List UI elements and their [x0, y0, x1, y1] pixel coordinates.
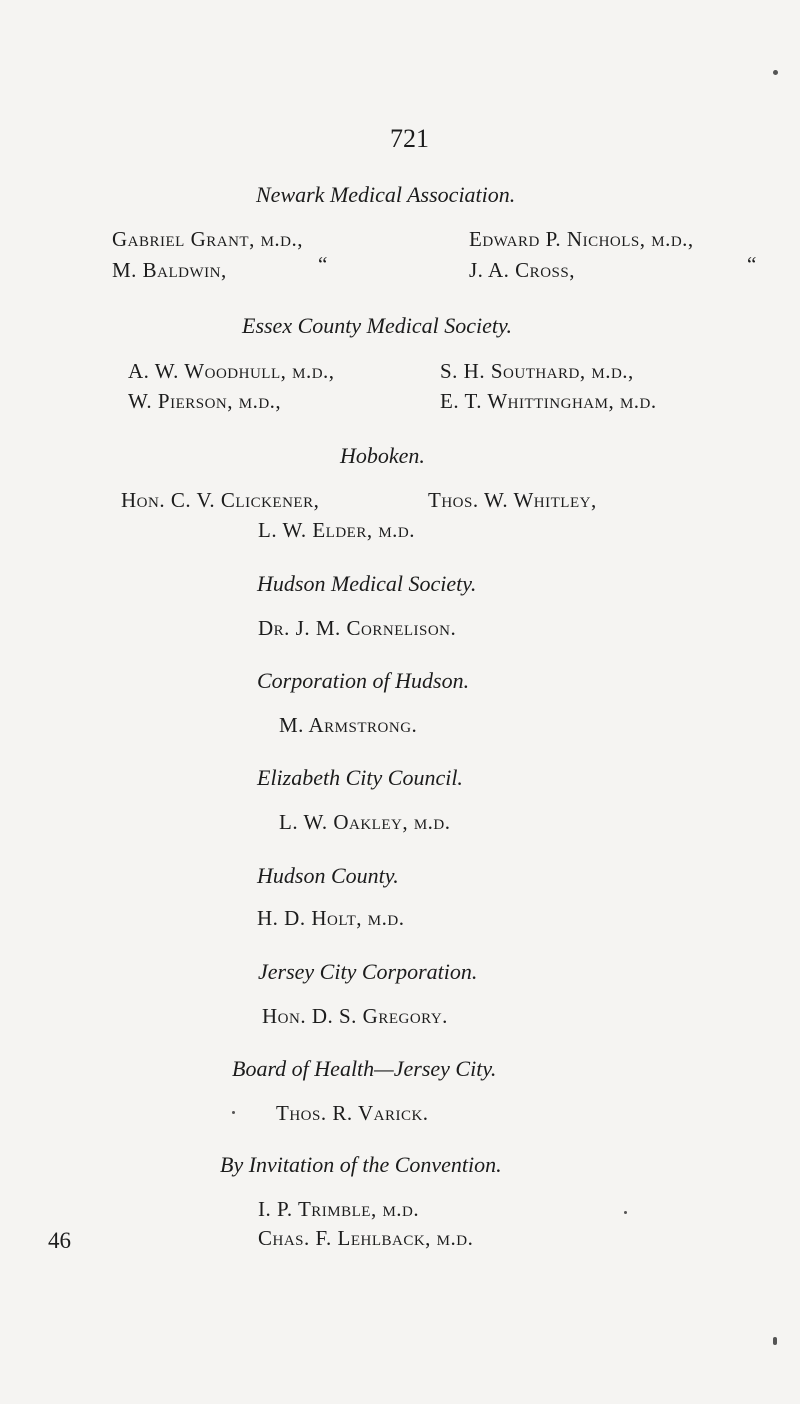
ditto-mark: “: [747, 252, 757, 276]
section-heading-essex: Essex County Medical Society.: [242, 313, 513, 338]
section-heading-hoboken: Hoboken.: [340, 443, 425, 468]
member-name: M. Armstrong.: [279, 713, 418, 737]
member-name: E. T. Whittingham, m.d.: [440, 389, 657, 413]
member-name: Hon. D. S. Gregory.: [262, 1004, 448, 1028]
page-number: 721: [390, 124, 429, 153]
scan-speck: [624, 1211, 627, 1214]
member-name: W. Pierson, m.d.,: [128, 389, 282, 413]
member-name: Thos. W. Whitley,: [428, 488, 597, 512]
member-name: Dr. J. M. Cornelison.: [258, 616, 457, 640]
member-name: Hon. C. V. Clickener,: [121, 488, 320, 512]
member-name: Chas. F. Lehlback, m.d.: [258, 1226, 474, 1250]
section-heading-corporation-hudson: Corporation of Hudson.: [257, 668, 470, 693]
member-name: H. D. Holt, m.d.: [257, 906, 405, 930]
signature-mark: 46: [48, 1228, 71, 1253]
member-name: Thos. R. Varick.: [276, 1101, 429, 1125]
section-heading-hudson-medical: Hudson Medical Society.: [257, 571, 477, 596]
section-heading-by-invitation: By Invitation of the Convention.: [220, 1152, 502, 1177]
scan-speck: [773, 70, 778, 75]
member-name: Gabriel Grant, m.d.,: [112, 227, 303, 251]
scan-speck: [773, 1337, 777, 1345]
section-heading-board-of-health: Board of Health—Jersey City.: [232, 1056, 497, 1081]
member-name: L. W. Elder, m.d.: [258, 518, 416, 542]
member-name: Edward P. Nichols, m.d.,: [469, 227, 694, 251]
member-name: L. W. Oakley, m.d.: [279, 810, 451, 834]
section-heading-elizabeth: Elizabeth City Council.: [257, 765, 463, 790]
member-name: M. Baldwin,: [112, 258, 227, 282]
section-heading-jersey-city: Jersey City Corporation.: [258, 959, 478, 984]
member-name: S. H. Southard, m.d.,: [440, 359, 634, 383]
ditto-mark: “: [318, 252, 328, 276]
member-name: J. A. Cross,: [469, 258, 575, 282]
member-name: I. P. Trimble, m.d.: [258, 1197, 420, 1221]
member-name: A. W. Woodhull, m.d.,: [128, 359, 335, 383]
section-heading-newark: Newark Medical Association.: [256, 182, 516, 207]
section-heading-hudson-county: Hudson County.: [257, 863, 399, 888]
scan-speck: [232, 1111, 235, 1114]
